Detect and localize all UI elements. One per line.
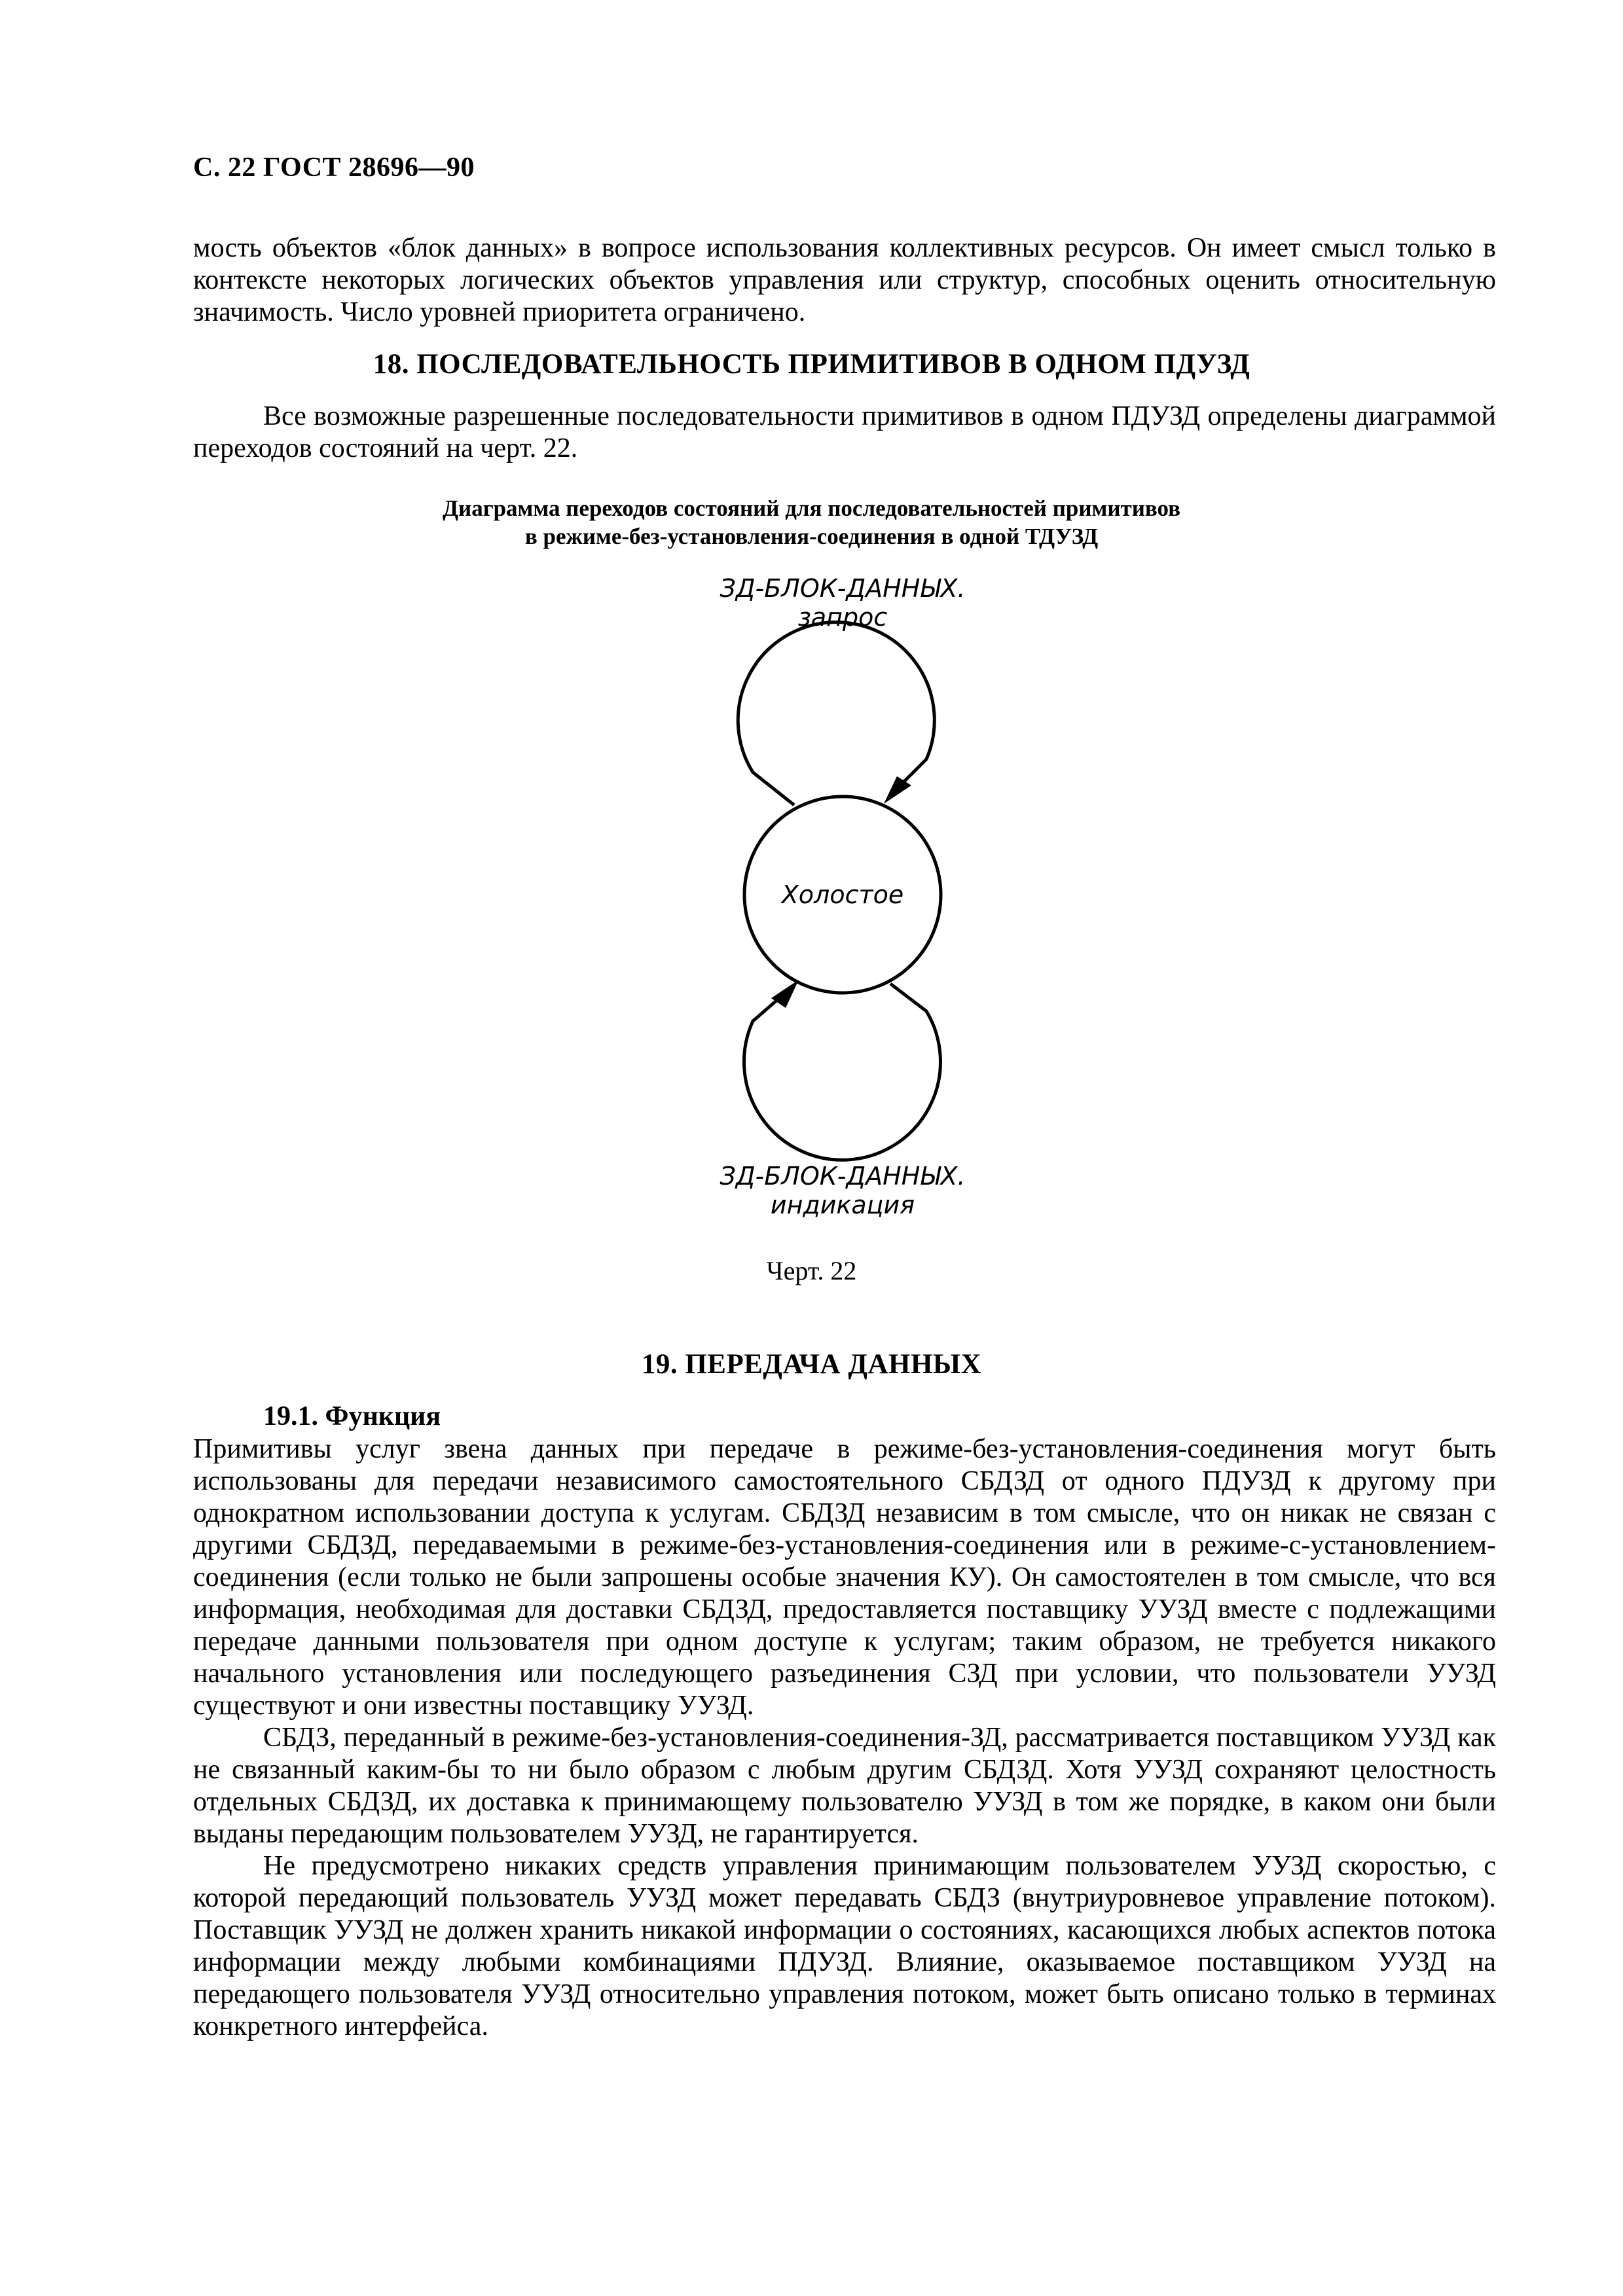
section-18-title: 18. ПОСЛЕДОВАТЕЛЬНОСТЬ ПРИМИТИВОВ В ОДНОМ ПДУЗД bbox=[373, 349, 1250, 380]
top-loop-arc bbox=[738, 622, 934, 805]
subsection-19-1-title: 19.1. Функция bbox=[263, 1401, 441, 1431]
figure-caption-line-2: в режиме-без-установления-соединения в одной ТДУЗД bbox=[524, 524, 1099, 549]
intro-paragraph: мость объектов «блок данных» в вопросе использования коллективных ресурсов. Он имеет смысл только в контексте некоторых логических объектов управления или структур, способных оценить относительную значимость. Число уровней приоритета ограничено. bbox=[193, 233, 1496, 327]
section-19-paragraph-2: СБДЗ, переданный в режиме-без-установления-соединения-ЗД, рассматривается поставщиком УУЗД как не связанный каким-бы то ни было образом с любым другим СБДЗД. Хотя УУЗД сохраняют целостность отдельных СБДЗД, их доставка к принимающему пользователю УУЗД в том же порядке, в каком они были выданы передающим пользователем УУЗД, не гарантируется. bbox=[193, 1723, 1496, 1849]
bottom-loop-label-line-1: ЗД-БЛОК-ДАННЫХ. bbox=[720, 1162, 966, 1191]
page-header: С. 22 ГОСТ 28696—90 bbox=[193, 152, 475, 183]
top-loop-label-line-1: ЗД-БЛОК-ДАННЫХ. bbox=[720, 574, 966, 603]
section-19-paragraph-1: Примитивы услуг звена данных при передаче в режиме-без-установления-соединения могут быть использованы для передачи независимого самостоятельного СБДЗД от одного ПДУЗД к другому при однократном использовании доступа к услугам. СБДЗД независим в том смысле, что он никак не связан с другими СБДЗД, передаваемыми в режиме-без-установления-соединения или в режиме-с-установлением-соединения (если только не были запрошены особые значения КУ). Он самостоятелен в том смысле, что вся информация, необходимая для доставки СБДЗД, предоставляется поставщику УУЗД вместе с подлежащими передаче данными пользователя при одном доступе к услугам; таким образом, не требуется никакого начального установления или последующего разъединения СЗД при условии, что пользователи УУЗД существуют и они известны поставщику УУЗД. bbox=[193, 1434, 1496, 1721]
figure-number: Черт. 22 bbox=[766, 1256, 857, 1285]
bottom-loop-label-line-2: индикация bbox=[770, 1191, 915, 1219]
section-19-paragraph-3: Не предусмотрено никаких средств управления принимающим пользователем УУЗД скоростью, с которой передающий пользователь УУЗД может передавать СБДЗ (внутриуровневое управление потоком). Поставщик УУЗД не должен хранить никакой информации о состояниях, касающихся любых аспектов потока информации между любыми комбинациями ПДУЗД. Влияние, оказываемое поставщиком УУЗД на передающего пользователя УУЗД относительно управления потоком, может быть описано только в терминах конкретного интерфейса. bbox=[193, 1851, 1496, 2041]
section-18-paragraph: Все возможные разрешенные последовательности примитивов в одном ПДУЗД определены диаграммой переходов состояний на черт. 22. bbox=[193, 401, 1496, 463]
section-19-title: 19. ПЕРЕДАЧА ДАННЫХ bbox=[641, 1349, 982, 1380]
bottom-loop-arc bbox=[744, 984, 940, 1160]
section-19-body bbox=[193, 1433, 1496, 2043]
idle-state-label: Холостое bbox=[781, 880, 904, 909]
top-loop-label-line-2: запрос bbox=[797, 603, 888, 632]
figure-caption-line-1: Диаграмма переходов состояний для последовательностей примитивов bbox=[442, 495, 1181, 521]
